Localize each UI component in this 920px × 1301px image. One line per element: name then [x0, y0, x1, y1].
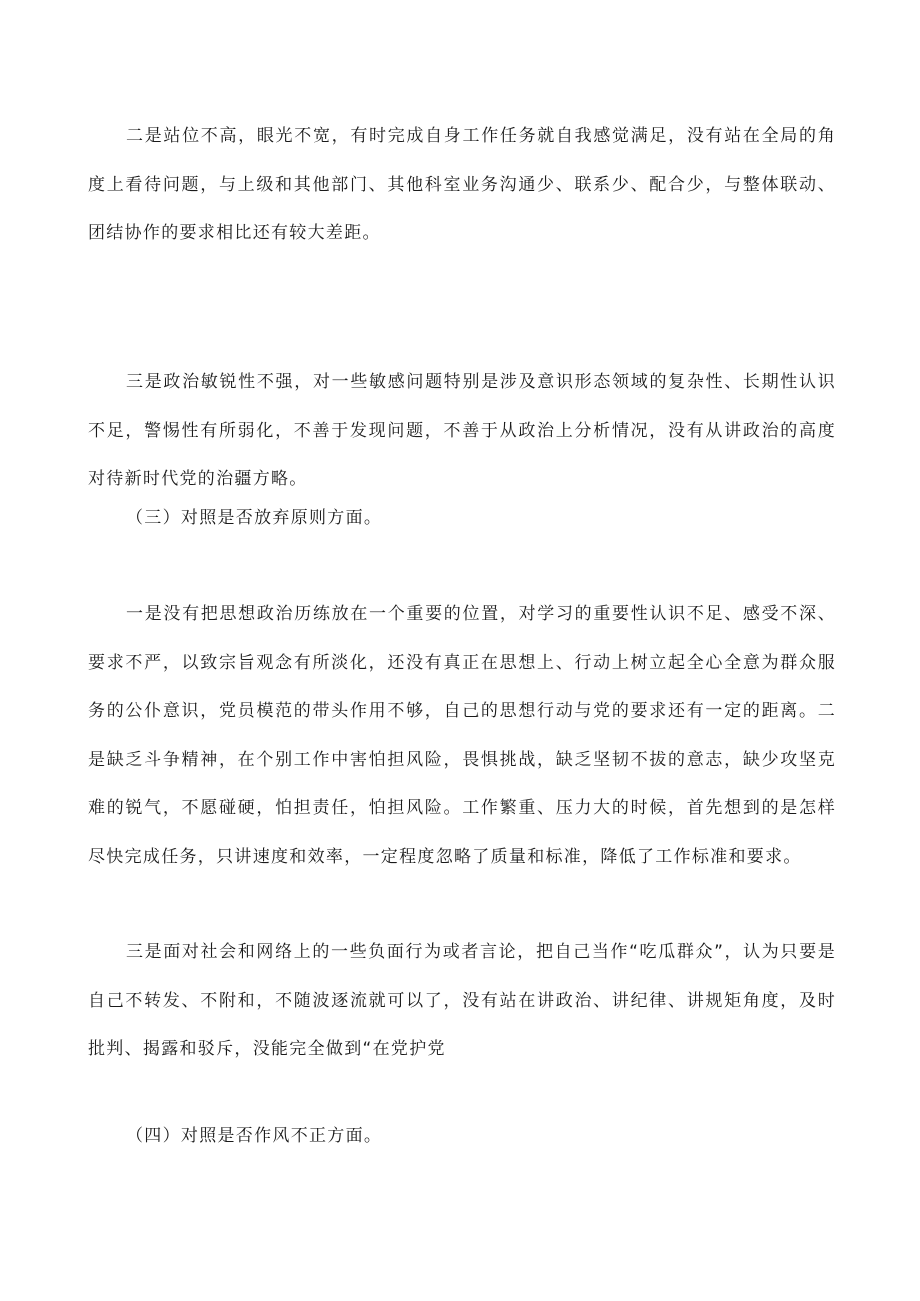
paragraph-standing-position: 二是站位不高，眼光不宽，有时完成自身工作任务就自我感觉满足，没有站在全局的角度上看待问题，与上级和其他部门、其他科室业务沟通少、联系少、配合少，与整体联动、团结协作的要求相比还有较大差距。	[88, 126, 836, 243]
paragraph-ideological-training: 一是没有把思想政治历练放在一个重要的位置，对学习的重要性认识不足、感受不深、要求不严，以致宗旨观念有所淡化，还没有真正在思想上、行动上树立起全心全意为群众服务的公仆意识，党员模范的带头作用不够，自己的思想行动与党的要求还有一定的距离。二是缺乏斗争精神，在个别工作中害怕担风险，畏惧挑战，缺乏坚韧不拔的意志，缺少攻坚克难的锐气，不愿碰硬，怕担责任，怕担风险。工作繁重、压力大的时候，首先想到的是怎样尽快完成任务，只讲速度和效率，一定程度忽略了质量和标准，降低了工作标准和要求。	[88, 604, 836, 867]
section-heading-principles: （三）对照是否放弃原则方面。	[126, 508, 383, 528]
section-heading-work-style: （四）对照是否作风不正方面。	[126, 1126, 383, 1146]
paragraph-political-sensitivity: 三是政治敏锐性不强，对一些敏感问题特别是涉及意识形态领域的复杂性、长期性认识不足，警惕性有所弱化，不善于发现问题，不善于从政治上分析情况，没有从讲政治的高度对待新时代党的治疆方略。	[88, 372, 836, 489]
paragraph-online-behavior: 三是面对社会和网络上的一些负面行为或者言论，把自己当作“吃瓜群众”，认为只要是自己不转发、不附和，不随波逐流就可以了，没有站在讲政治、讲纪律、讲规矩角度，及时批判、揭露和驳斥，没能完全做到“在党护党	[88, 942, 836, 1059]
